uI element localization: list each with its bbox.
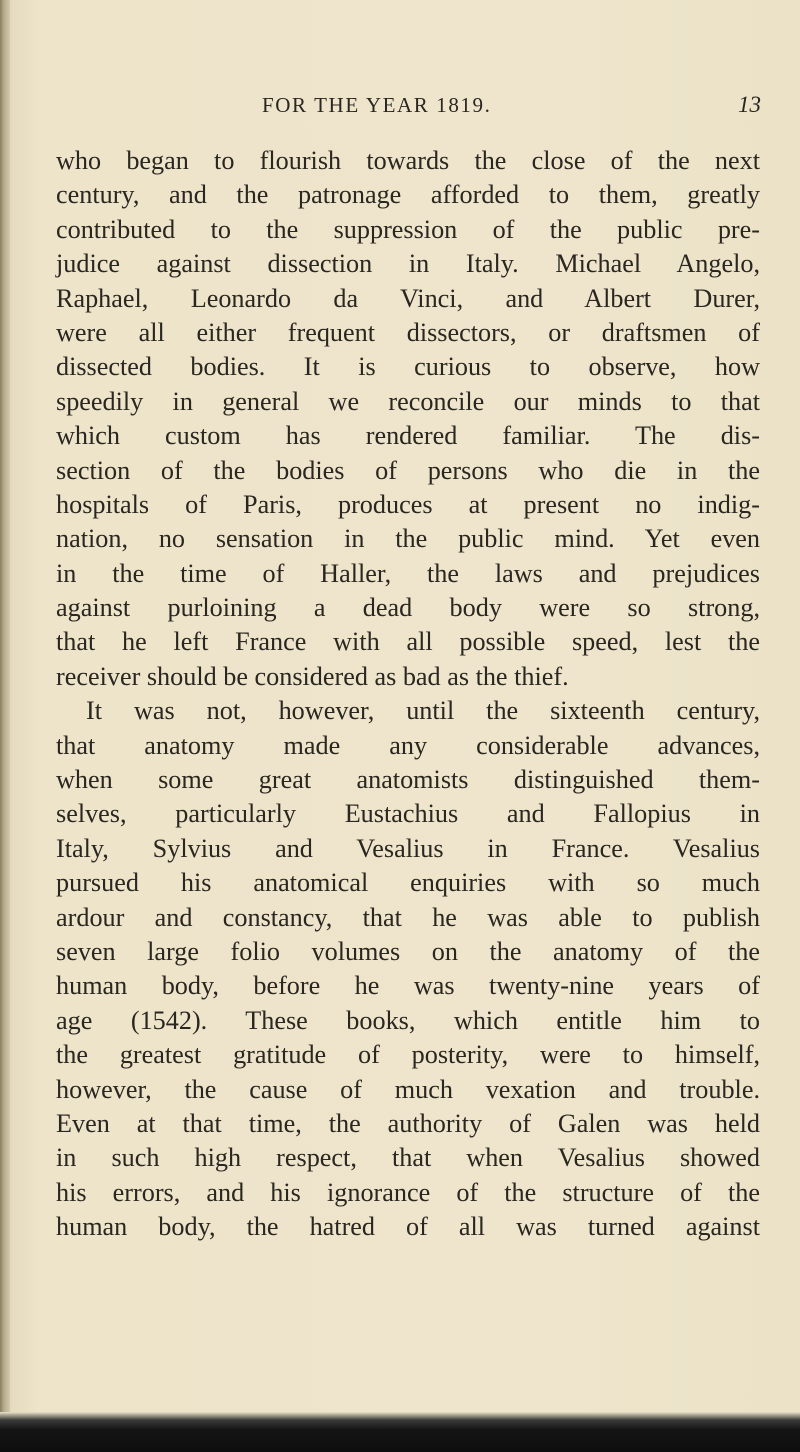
paragraph-end-line: receiver should be considered as bad as the thief. (56, 661, 569, 691)
scan-bottom-edge (0, 1412, 800, 1452)
page-gutter-shadow (0, 0, 10, 1452)
text-line: century, and the patronage afforded to them, greatly (56, 180, 760, 210)
text-line: Italy, Sylvius and Vesalius in France. Vesalius (56, 833, 760, 863)
text-line: his errors, and his ignorance of the structure of the (56, 1177, 760, 1207)
text-line: the greatest gratitude of posterity, were to himself, (56, 1040, 760, 1070)
text-line: in the time of Haller, the laws and prejudices (56, 558, 760, 588)
text-line: against purloining a dead body were so strong, (56, 593, 760, 623)
text-line: that he left France with all possible speed, lest the (56, 627, 760, 657)
running-title: FOR THE YEAR 1819. (262, 93, 492, 117)
text-line: contributed to the suppression of the public pre- (56, 214, 760, 244)
text-line: pursued his anatomical enquiries with so much (56, 868, 760, 898)
text-line: however, the cause of much vexation and trouble. (56, 1074, 760, 1104)
text-line: hospitals of Paris, produces at present no indig- (56, 489, 760, 519)
text-line: when some great anatomists distinguished them- (56, 765, 760, 795)
paragraph-start-line: It was not, however, until the sixteenth century, (86, 696, 760, 726)
text-line: nation, no sensation in the public mind. Yet even (56, 524, 760, 554)
text-line: were all either frequent dissectors, or draftsmen of (56, 317, 760, 347)
text-line: judice against dissection in Italy. Michael Angelo, (56, 249, 760, 279)
text-line: Raphael, Leonardo da Vinci, and Albert Durer, (56, 283, 760, 313)
text-line: dissected bodies. It is curious to observe, how (56, 352, 760, 382)
body-text (56, 144, 760, 1245)
text-line: who began to flourish towards the close of the next (56, 146, 760, 175)
text-line: in such high respect, that when Vesalius showed (56, 1143, 760, 1173)
text-line: age (1542). These books, which entitle him to (56, 1005, 760, 1035)
text-line: human body, the hatred of all was turned against (56, 1212, 760, 1242)
text-line: human body, before he was twenty-nine years of (56, 971, 760, 1001)
page-number: 13 (738, 92, 761, 117)
text-line: ardour and constancy, that he was able to publish (56, 902, 760, 932)
text-line: that anatomy made any considerable advances, (56, 730, 760, 760)
text-line: selves, particularly Eustachius and Fallopius in (56, 799, 760, 829)
text-line: section of the bodies of persons who die in the (56, 455, 760, 485)
text-line: Even at that time, the authority of Galen was held (56, 1108, 760, 1138)
running-head (0, 88, 800, 122)
text-line: speedily in general we reconcile our minds to that (56, 386, 760, 416)
text-line: seven large folio volumes on the anatomy of the (56, 936, 760, 966)
text-line: which custom has rendered familiar. The dis- (56, 421, 760, 451)
